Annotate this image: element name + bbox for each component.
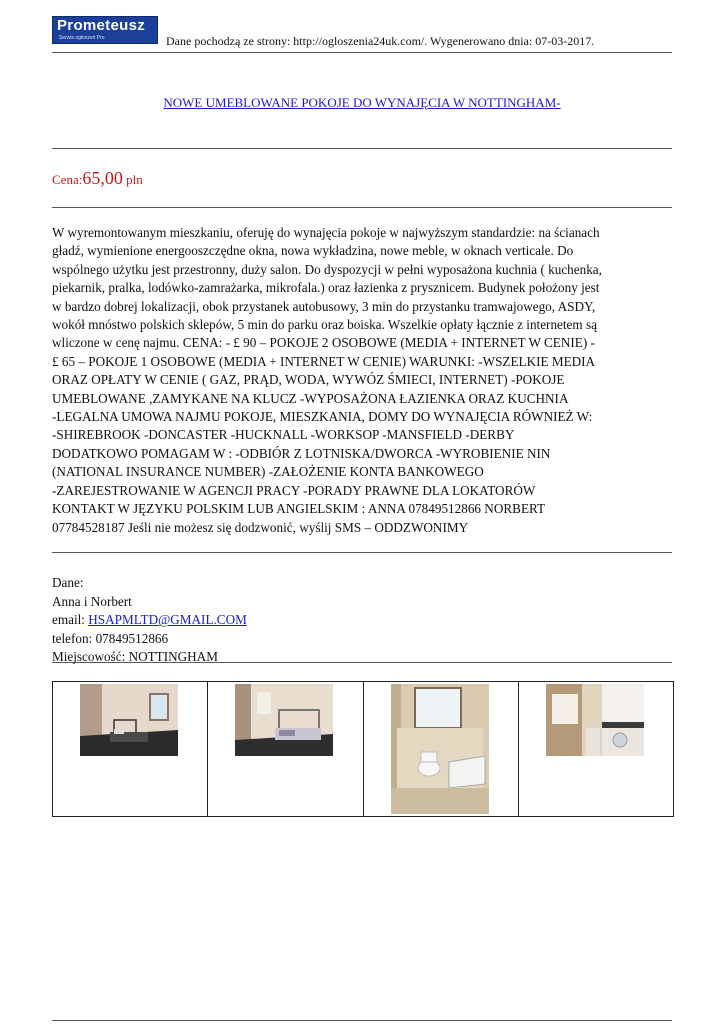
price-label: Cena: xyxy=(52,172,83,187)
logo-text: Prometeusz xyxy=(57,17,146,34)
contact-block xyxy=(52,574,247,667)
email-label: email: xyxy=(52,612,89,628)
city-value: NOTTINGHAM xyxy=(128,649,218,665)
contact-name: Anna i Norbert xyxy=(52,593,132,609)
contact-phone-row xyxy=(52,630,247,649)
contact-email-row xyxy=(52,611,247,630)
divider xyxy=(52,207,672,208)
logo-tagline: Serwis ogłoszeń Pro xyxy=(59,35,105,41)
gallery-cell xyxy=(207,681,363,817)
photo-gallery xyxy=(52,681,673,817)
source-line: Dane pochodzą ze strony: http://ogloszenia24uk.com/. Wygenerowano dnia: 07-03-2017. xyxy=(166,34,595,48)
price xyxy=(52,168,143,189)
divider xyxy=(52,52,672,53)
gallery-cell xyxy=(52,681,208,817)
contact-heading: Dane: xyxy=(52,575,84,590)
gallery-cell xyxy=(363,681,519,817)
bedroom-photo[interactable] xyxy=(80,684,178,756)
city-label: Miejscowość: xyxy=(52,649,129,665)
bathroom-photo[interactable] xyxy=(391,684,489,814)
divider xyxy=(52,148,672,149)
divider xyxy=(52,662,672,663)
price-value: 65,00 xyxy=(82,168,123,188)
phone-value: 07849512866 xyxy=(95,630,169,646)
listing-title-link[interactable]: NOWE UMEBLOWANE POKOJE DO WYNAJĘCIA W NOTTINGHAM- xyxy=(163,95,561,110)
bedroom-photo[interactable] xyxy=(235,684,333,756)
contact-city-row xyxy=(52,648,247,667)
divider xyxy=(52,552,672,553)
kitchen-photo[interactable] xyxy=(546,684,644,756)
email-link[interactable]: HSAPMLTD@GMAIL.COM xyxy=(88,612,247,628)
price-currency: pln xyxy=(126,172,143,187)
phone-label: telefon: xyxy=(52,630,96,646)
gallery-cell xyxy=(518,681,674,817)
footer-divider xyxy=(52,1020,672,1021)
listing-description: W wyremontowanym mieszkaniu, oferuję do wynajęcia pokoje w najwyższym standardzie: na ścianach gładź, wymienione energooszczędne okna, nowa wykładzina, nowe meble, w oknach verticale. Do wspólnego użytku jest przestronny, duży salon. Do dyspozycji w pełni wyposażona kuchnia ( kuchenka, piekarnik, pralka, lodówko-zamrażarka, mikrofala.) oraz łazienka z prysznicem. Budynek położony jest w bardzo dobrej lokalizacji, obok przystanek autobusowy, 3 min do przystanku tramwajowego, ASDY, wokół mnóstwo polskich sklepów, 5 min do parku oraz boiska. Wszelkie opłaty łącznie z internetem są wliczone w cenę najmu. CENA: - £ 90 – POKOJE 2 OSOBOWE (MEDIA + INTERNET W CENIE) - £ 65 – POKOJE 1 OSOBOWE (MEDIA + INTERNET W CENIE) WARUNKI: -WSZELKIE MEDIA ORAZ OPŁATY W CENIE ( GAZ, PRĄD, WODA, WYWÓZ ŚMIECI, INTERNET) -POKOJE UMEBLOWANE ,ZAMYKANE NA KLUCZ -WYPOSAŻONA ŁAZIENKA ORAZ KUCHNIA -LEGALNA UMOWA NAJMU POKOJE, MIESZKANIA, DOMY DO WYNAJĘCIA RÓWNIEŻ W: -SHIREBROOK -DONCASTER -HUCKNALL -WORKSOP -MANSFIELD -DERBY DODATKOWO POMAGAM W : -ODBIÓR Z LOTNISKA/DWORCA -WYROBIENIE NIN (NATIONAL INSURANCE NUMBER) -ZAŁOŻENIE KONTA BANKOWEGO -ZAREJESTROWANIE W AGENCJI PRACY -PORADY PRAWNE DLA LOKATORÓW KONTAKT W JĘZYKU POLSKIM LUB ANGIELSKIM : ANNA 07849512866 NORBERT 07784528187 Jeśli nie możesz się dodzwonić, wyślij SMS – ODDZWONIMY xyxy=(52,225,602,535)
site-logo[interactable] xyxy=(52,16,158,44)
